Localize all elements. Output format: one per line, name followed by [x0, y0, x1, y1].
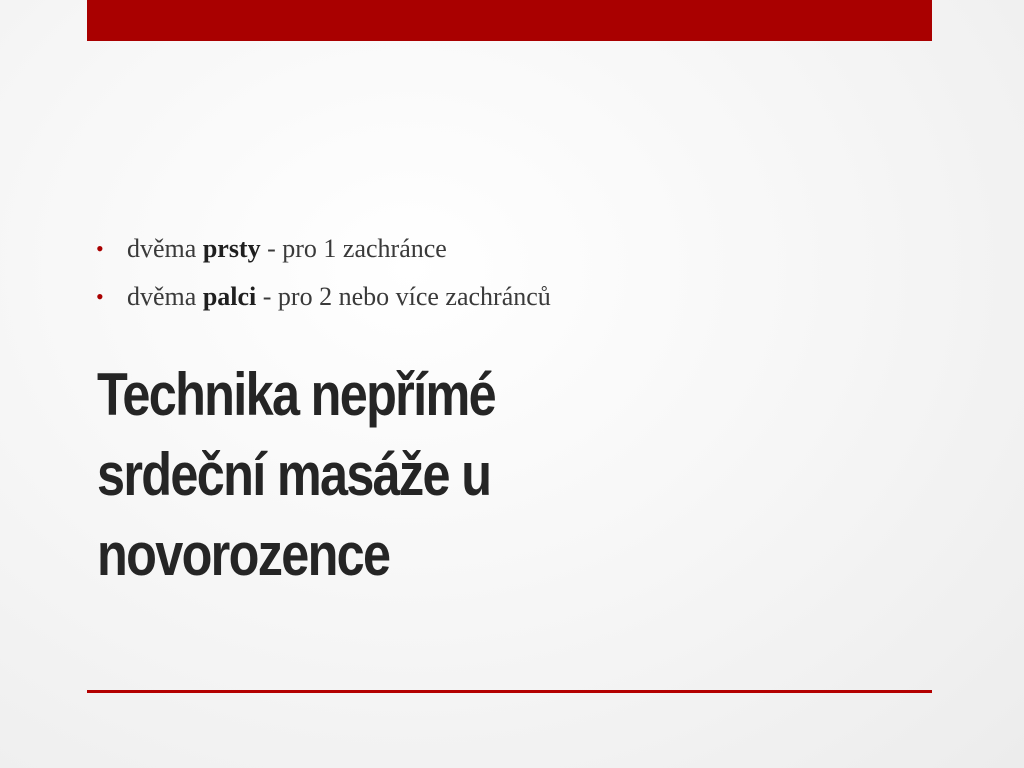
bullet-item — [96, 276, 551, 324]
slide-title-line: srdeční masáže u — [97, 441, 491, 508]
bullet-item — [96, 228, 551, 276]
bullet-icon: • — [96, 236, 104, 261]
bullet-list — [96, 228, 551, 324]
bullet-text-prefix: dvěma — [127, 234, 203, 263]
bullet-text-bold: prsty — [202, 234, 261, 263]
bullet-text-suffix: - pro 2 nebo více zachránců — [256, 282, 551, 311]
slide-title-line: novorozence — [97, 521, 390, 588]
slide-title — [97, 355, 668, 595]
slide-title-line: Technika nepřímé — [97, 361, 495, 428]
bullet-text-bold: palci — [202, 282, 257, 311]
bullet-icon: • — [96, 284, 104, 309]
bullet-text-prefix: dvěma — [127, 282, 203, 311]
bullet-text-suffix: - pro 1 zachránce — [260, 234, 447, 263]
top-accent-bar — [87, 0, 932, 41]
bottom-divider — [87, 690, 932, 693]
